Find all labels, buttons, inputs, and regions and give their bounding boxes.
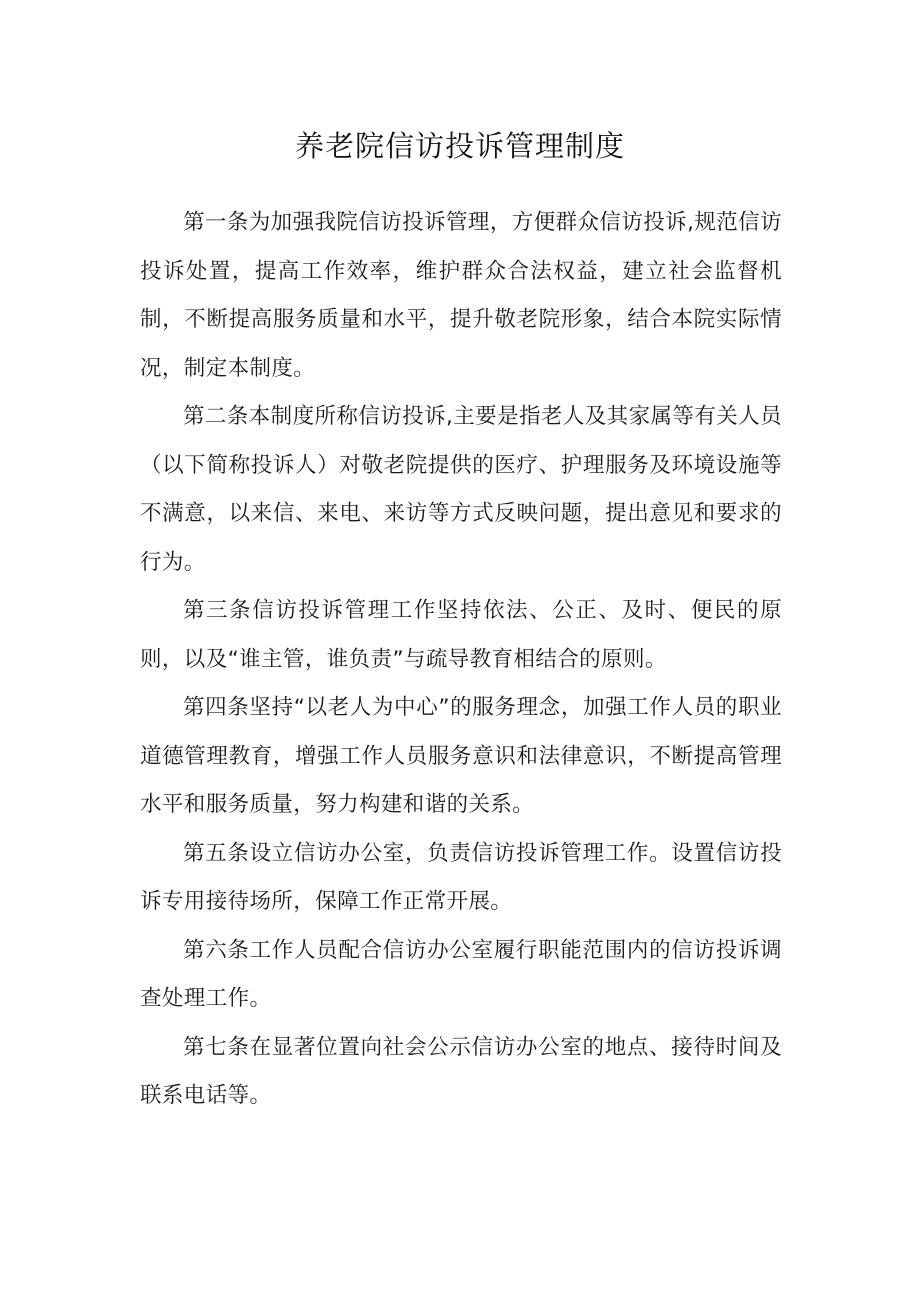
article-4: 第四条坚持“以老人为中心”的服务理念，加强工作人员的职业道德管理教育，增强工作人员服务意识和法律意识，不断提高管理水平和服务质量，努力构建和谐的关系。	[140, 695, 782, 817]
article-7: 第七条在显著位置向社会公示信访办公室的地点、接待时间及联系电话等。	[140, 1034, 782, 1108]
article-5: 第五条设立信访办公室，负责信访投诉管理工作。设置信访投诉专用接待场所，保障工作正常开展。	[140, 840, 782, 914]
document-body	[140, 199, 782, 1121]
article-3: 第三条信访投诉管理工作坚持依法、公正、及时、便民的原则，以及“谁主管，谁负责”与疏导教育相结合的原则。	[140, 598, 782, 672]
article-2: 第二条本制度所称信访投诉,主要是指老人及其家属等有关人员（以下简称投诉人）对敬老院提供的医疗、护理服务及环境设施等不满意，以来信、来电、来访等方式反映问题，提出意见和要求的行为。	[140, 404, 782, 575]
article-1: 第一条为加强我院信访投诉管理，方便群众信访投诉,规范信访投诉处置，提高工作效率，维护群众合法权益，建立社会监督机制，不断提高服务质量和水平，提升敬老院形象，结合本院实际情况，制定本制度。	[140, 210, 782, 381]
article-6: 第六条工作人员配合信访办公室履行职能范围内的信访投诉调查处理工作。	[140, 937, 782, 1011]
document-title: 养老院信访投诉管理制度	[294, 129, 625, 163]
